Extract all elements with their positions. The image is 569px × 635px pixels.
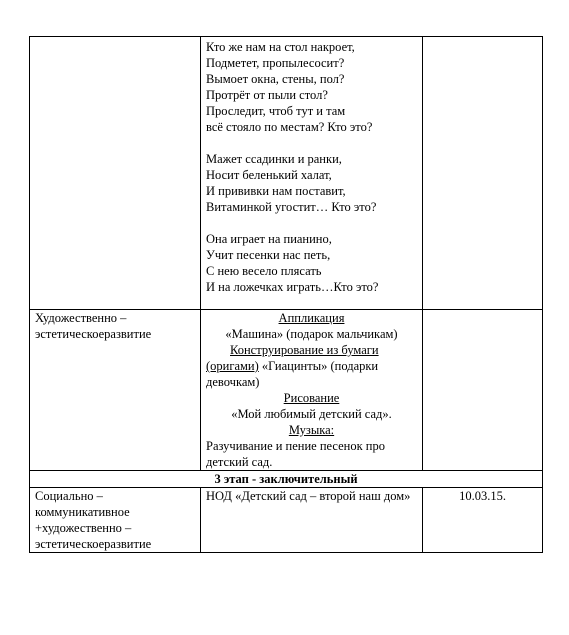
riddle-line: И на ложечках играть…Кто это? — [206, 280, 379, 294]
drawing-title: Рисование — [283, 391, 340, 405]
riddle-line: Мажет ссадинки и ранки, — [206, 152, 342, 166]
music-text: Разучивание и пение песенок про детский сад. — [206, 439, 385, 469]
applique-title: Аппликация — [278, 311, 345, 325]
area-cell: Социально – коммуникативное +художественно – эстетическоеразвитие — [30, 488, 201, 553]
riddle-line: Вымоет окна, стены, пол? — [206, 72, 345, 86]
stage-row — [30, 471, 543, 488]
table-row — [30, 310, 543, 471]
riddle-line: Проследит, чтоб тут и там — [206, 104, 346, 118]
stage-title: 3 этап - заключительный — [30, 471, 543, 488]
table-row — [30, 37, 543, 310]
plan-table — [29, 36, 543, 553]
applique-text: «Машина» (подарок мальчикам) — [225, 327, 398, 341]
drawing-text: «Мой любимый детский сад». — [231, 407, 392, 421]
date-cell — [423, 37, 543, 310]
music-title: Музыка: — [288, 423, 335, 437]
riddle-line: Она играет на пианино, — [206, 232, 332, 246]
riddles-cell — [201, 37, 423, 310]
area-cell — [30, 37, 201, 310]
activity-cell: НОД «Детский сад – второй наш дом» — [201, 488, 423, 553]
riddle-line: Протрёт от пыли стол? — [206, 88, 328, 102]
date-cell — [423, 310, 543, 471]
area-cell: Художественно – эстетическоеразвитие — [30, 310, 201, 471]
riddle-line: Кто же нам на стол накроет, — [206, 40, 355, 54]
riddle-line: Витаминкой угостит… Кто это? — [206, 200, 377, 214]
date-cell: 10.03.15. — [423, 488, 543, 553]
riddle-line: Подметет, пропылесосит? — [206, 56, 345, 70]
riddle-line: Учит песенки нас петь, — [206, 248, 331, 262]
riddle-line: Носит беленький халат, — [206, 168, 332, 182]
activities-cell — [201, 310, 423, 471]
riddle-line: всё стояло по местам? Кто это? — [206, 120, 373, 134]
origami-title: Конструирование из бумаги (оригами) — [206, 343, 379, 373]
riddle-line: С нею весело плясать — [206, 264, 322, 278]
table-row — [30, 488, 543, 553]
riddle-line: И прививки нам поставит, — [206, 184, 346, 198]
origami-text: «Гиацинты» (подарки девочкам) — [206, 359, 379, 389]
